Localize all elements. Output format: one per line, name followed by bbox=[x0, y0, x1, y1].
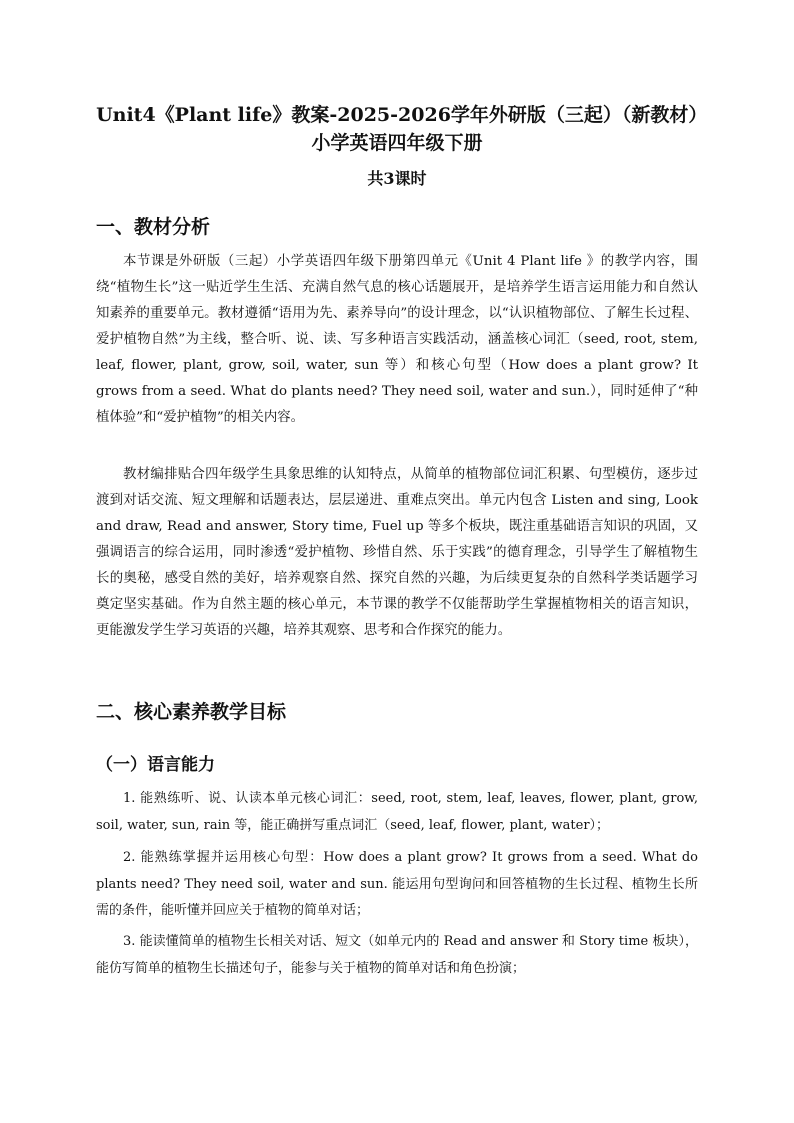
goal-item-3: 3. 能读懂简单的植物生长相关对话、短文（如单元内的 Read and answer 和 Story time 板块），能仿写简单的植物生长描述句子，能参与关于植物的简单对话和角色扮演； bbox=[96, 934, 698, 976]
analysis-paragraph-1: 本节课是外研版（三起）小学英语四年级下册第四单元《Unit 4 Plant life 》的教学内容，围绕“植物生长”这一贴近学生生活、充满自然气息的核心话题展开，是培养学生语言运用能力和自然认知素养的重要单元。教材遵循“语用为先、素养导向”的设计理念，以“认识植物部位、了解生长过程、爱护植物自然”为主线，整合听、说、读、写多种语言实践活动，涵盖核心词汇（seed, root, stem, leaf, flower, plant, grow, soil, water, sun 等）和核心句型（How does a plant grow? It grows from a seed. What do plants need? They need soil, water and sun.），同时延伸了“种植体验”和“爱护植物”的相关内容。 bbox=[96, 254, 698, 425]
goal-item-1: 1. 能熟练听、说、认读本单元核心词汇：seed, root, stem, leaf, leaves, flower, plant, grow, soil, water, sun, rain 等，能正确拼写重点词汇（seed, leaf, flower, plant, water）； bbox=[96, 791, 698, 833]
goal-item-2: 2. 能熟练掌握并运用核心句型：How does a plant grow? It grows from a seed. What do plants need? They need soil, water and sun. 能运用句型询问和回答植物的生长过程、植物生长所需的条件，能听懂并回应关于植物的简单对话； bbox=[96, 850, 698, 918]
section-heading-goals: 二、核心素养教学目标 bbox=[96, 701, 287, 723]
subsection-heading-language: （一）语言能力 bbox=[96, 755, 215, 775]
document-title: Unit4《Plant life》教案-2025-2026学年外研版（三起）（新教材）小学英语四年级下册 bbox=[96, 104, 698, 154]
section-heading-analysis: 一、教材分析 bbox=[96, 216, 211, 238]
analysis-paragraph-2: 教材编排贴合四年级学生具象思维的认知特点，从简单的植物部位词汇积累、句型模仿，逐步过渡到对话交流、短文理解和话题表达，层层递进、重难点突出。单元内包含 Listen and sing, Look and draw, Read and answer, Story time, Fuel up 等多个板块，既注重基础语言知识的巩固，又强调语言的综合运用，同时渗透“爱护植物、珍惜自然、乐于实践”的德育理念，引导学生了解植物生长的奥秘，感受自然的美好，培养观察自然、探究自然的兴趣，为后续更复杂的自然科学类话题学习奠定坚实基础。作为自然主题的核心单元，本节课的教学不仅能帮助学生掌握植物相关的语言知识，更能激发学生学习英语的兴趣，培养其观察、思考和合作探究的能力。 bbox=[96, 467, 698, 638]
document-subtitle: 共3课时 bbox=[367, 169, 427, 188]
